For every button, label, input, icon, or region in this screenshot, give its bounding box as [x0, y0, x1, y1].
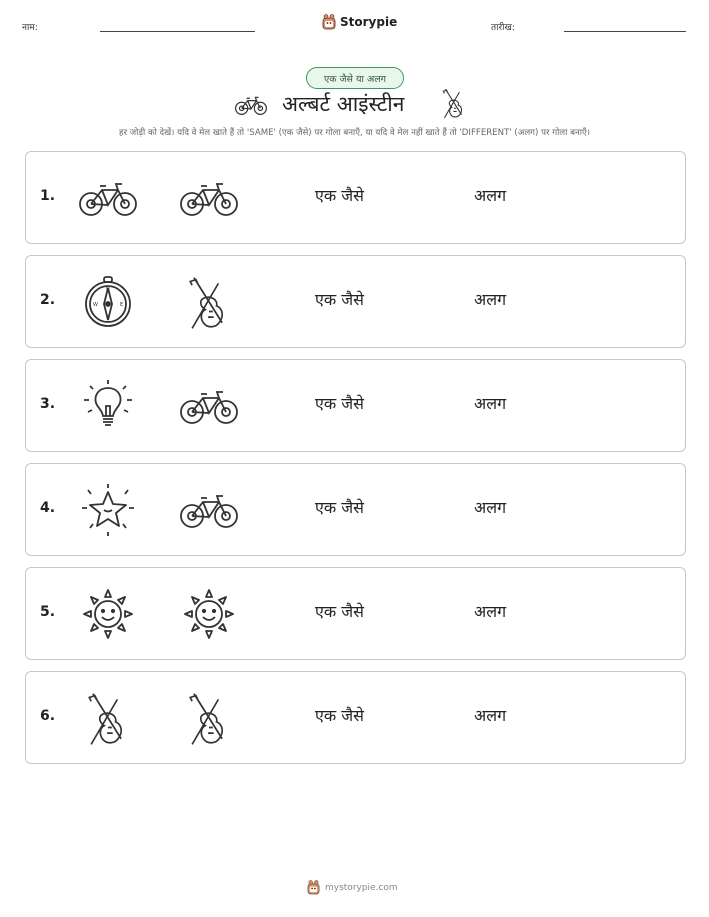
svg-text:E: E: [120, 302, 124, 308]
different-option[interactable]: अलग: [474, 602, 507, 621]
row-number: 1.: [40, 188, 56, 204]
pair-row-3: [25, 359, 686, 452]
same-option[interactable]: एक जैसे: [315, 706, 364, 725]
svg-text:W: W: [93, 302, 98, 308]
page-title: अल्बर्ट आइंस्टीन: [282, 92, 405, 116]
same-option[interactable]: एक जैसे: [315, 602, 364, 621]
storypie-mascot-icon: [307, 880, 320, 895]
footer: [307, 880, 398, 895]
row-number: 4.: [40, 500, 56, 516]
pair-row-6: [25, 671, 686, 764]
same-option[interactable]: एक जैसे: [315, 498, 364, 517]
row-number: 3.: [40, 396, 56, 412]
instructions: हर जोड़ी को देखें। यदि वे मेल खाते हैं तो 'SAME' (एक जैसे) पर गोला बनाएँ, या यदि वे मेल नहीं खाते हैं तो 'DIFFERENT' (अलग) पर गोला बनाएँ।: [119, 128, 590, 138]
bicycle-icon: [179, 378, 239, 434]
violin-icon: [179, 690, 239, 746]
sun-icon: [78, 586, 138, 642]
bicycle-icon: [234, 94, 268, 116]
topic-pill: एक जैसे या अलग: [306, 67, 404, 89]
name-label: नाम:: [22, 23, 38, 33]
bicycle-icon: [179, 482, 239, 538]
name-line[interactable]: [100, 31, 255, 32]
pair-row-2: [25, 255, 686, 348]
different-option[interactable]: अलग: [474, 498, 507, 517]
storypie-logo: [322, 14, 397, 30]
pair-row-1: [25, 151, 686, 244]
date-line[interactable]: [564, 31, 686, 32]
different-option[interactable]: अलग: [474, 394, 507, 413]
same-option[interactable]: एक जैसे: [315, 290, 364, 309]
date-label: तारीख:: [491, 23, 515, 33]
bicycle-icon: [78, 170, 138, 226]
different-option[interactable]: अलग: [474, 706, 507, 725]
pair-row-5: [25, 567, 686, 660]
different-option[interactable]: अलग: [474, 186, 507, 205]
row-number: 2.: [40, 292, 56, 308]
pair-row-4: [25, 463, 686, 556]
violin-icon: [179, 274, 239, 330]
row-number: 6.: [40, 708, 56, 724]
bicycle-icon: [179, 170, 239, 226]
violin-icon: [438, 86, 470, 122]
row-number: 5.: [40, 604, 56, 620]
footer-site[interactable]: mystorypie.com: [325, 882, 398, 893]
same-option[interactable]: एक जैसे: [315, 186, 364, 205]
violin-icon: [78, 690, 138, 746]
sun-icon: [179, 586, 239, 642]
same-option[interactable]: एक जैसे: [315, 394, 364, 413]
different-option[interactable]: अलग: [474, 290, 507, 309]
storypie-mascot-icon: [322, 14, 336, 30]
svg-text:N: N: [106, 287, 110, 293]
lightbulb-icon: [78, 378, 138, 434]
compass-icon: [78, 274, 138, 330]
star-icon: [78, 482, 138, 538]
brand-name: Storypie: [340, 15, 398, 29]
